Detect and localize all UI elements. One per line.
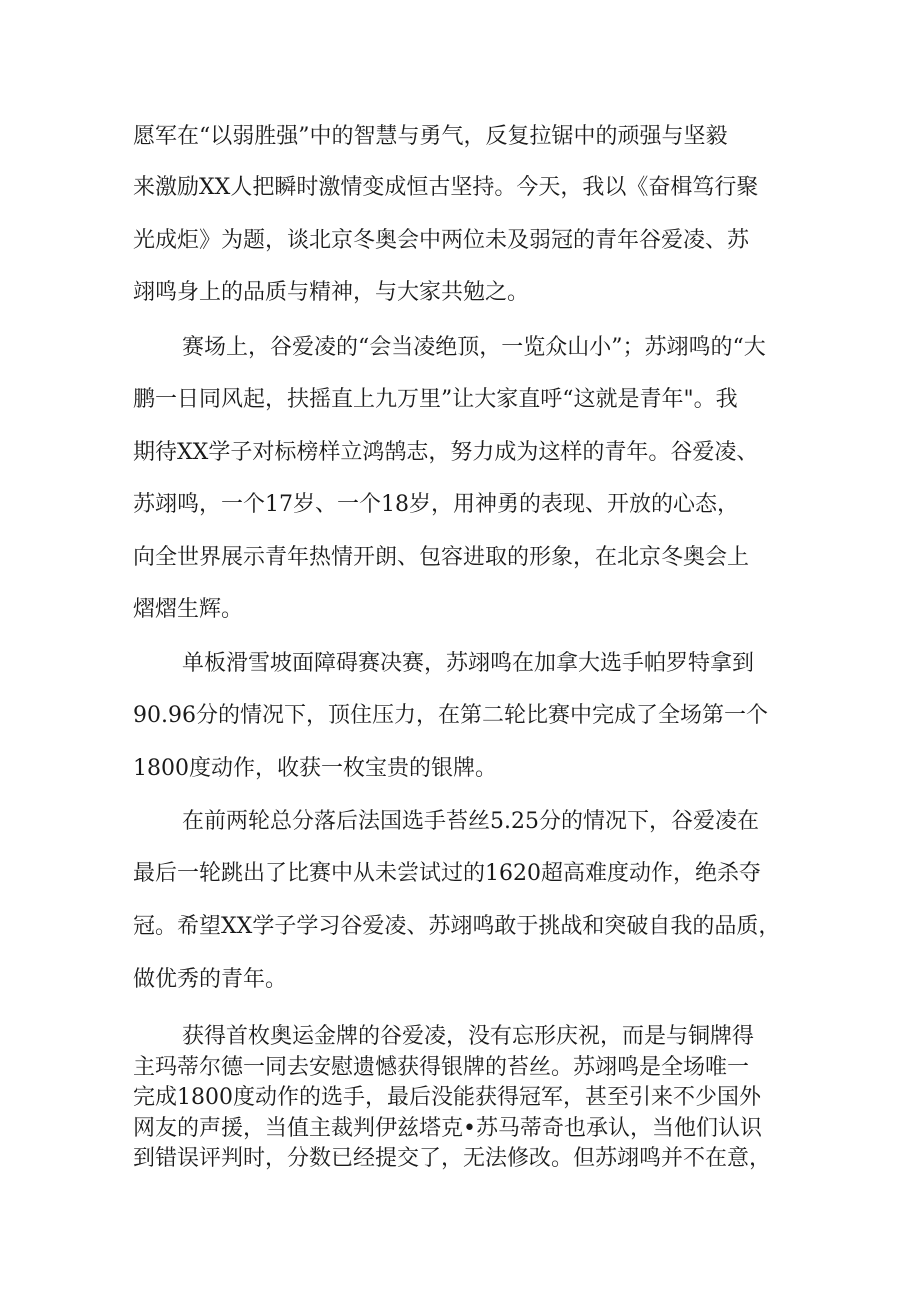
text-line: 冠。希望XX学子学习谷爱凌、苏翊鸣敢于挑战和突破自我的品质， [133,914,781,939]
text-line: 翊鸣身上的品质与精神，与大家共勉之。 [133,280,530,305]
text-line: 做优秀的青年。 [133,967,288,992]
text-line: 90.96分的情况下，顶住压力，在第二轮比赛中完成了全场第一个 [133,703,768,728]
text-line: 单板滑雪坡面障碍赛决赛，苏翊鸣在加拿大选手帕罗特拿到 [182,651,755,676]
text-line: 主玛蒂尔德一同去安慰遗憾获得银牌的苔丝。苏翊鸣是全场唯一 [133,1055,750,1080]
text-line: 苏翊鸣，一个17岁、一个18岁，用神勇的表现、开放的心态， [133,492,739,517]
text-line: 熠熠生辉。 [133,597,244,622]
text-line: 到错误评判时，分数已经提交了，无法修改。但苏翊鸣并不在意， [133,1146,772,1171]
text-line: 获得首枚奥运金牌的谷爱凌，没有忘形庆祝，而是与铜牌得 [182,1024,755,1049]
text-line: 光成炬》为题，谈北京冬奥会中两位未及弱冠的青年谷爱凌、苏 [133,228,750,253]
text-line: 在前两轮总分落后法国选手苔丝5.25分的情况下，谷爱凌在 [182,809,759,834]
text-line: 最后一轮跳出了比赛中从未尝试过的1620超高难度动作，绝杀夺 [133,861,761,886]
text-line: 1800度动作，收获一枚宝贵的银牌。 [133,756,497,781]
text-line: 愿军在“以弱胜强”中的智慧与勇气，反复拉锯中的顽强与坚毅 [133,124,728,149]
text-line: 网友的声援，当值主裁判伊兹塔克•苏马蒂奇也承认，当他们认识 [133,1116,762,1141]
text-line: 赛场上，谷爱凌的“会当凌绝顶，一览众山小”；苏翊鸣的“大 [182,335,766,360]
text-line: 完成1800度动作的选手，最后没能获得冠军，甚至引来不少国外 [133,1085,761,1110]
text-line: 向全世界展示青年热情开朗、包容进取的形象，在北京冬奥会上 [133,545,750,570]
text-line: 来激励XX人把瞬时激情变成恒古坚持。今天，我以《奋楫笃行聚 [133,175,759,200]
text-line: 鹏一日同风起，扶摇直上九万里”让大家直呼“这就是青年"。我 [133,387,738,412]
text-line: 期待XX学子对标榜样立鸿鹄志，努力成为这样的青年。谷爱凌、 [133,440,759,465]
